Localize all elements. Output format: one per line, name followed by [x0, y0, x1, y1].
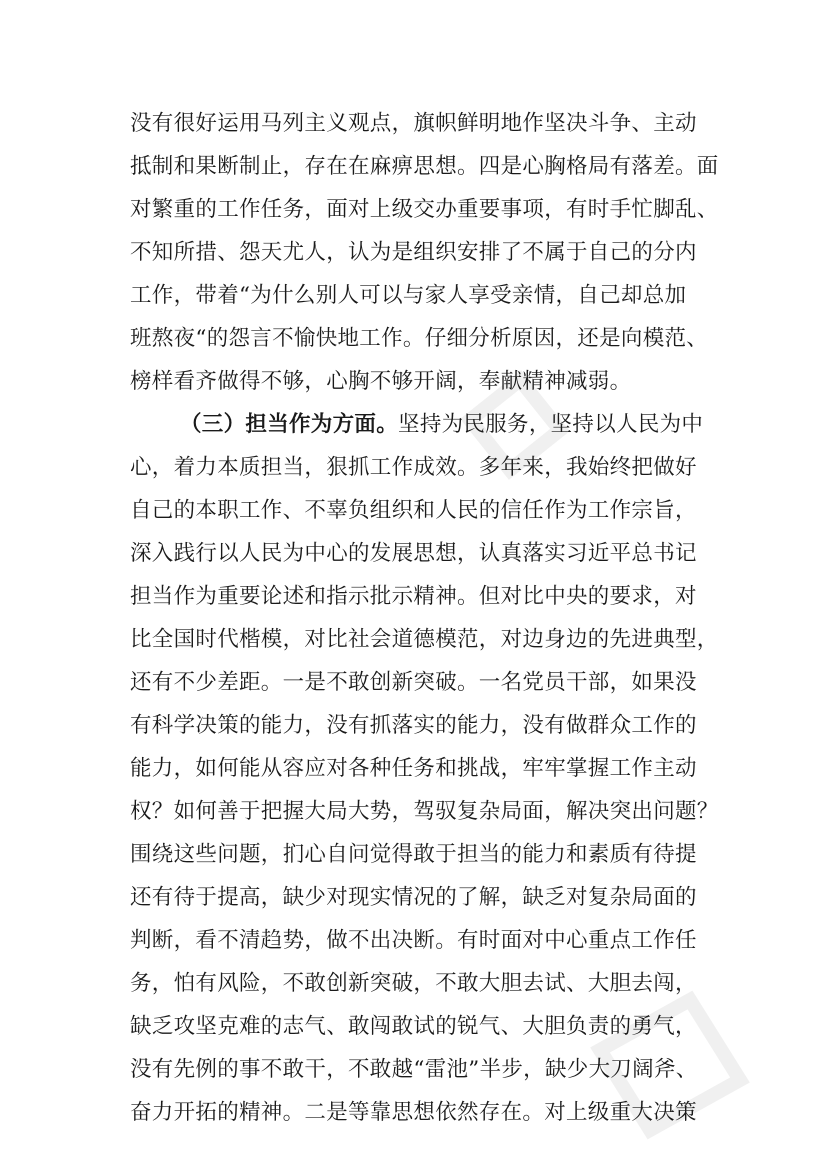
- text-line: 深入践行以人民为中心的发展思想，认真落实习近平总书记: [130, 541, 697, 566]
- text-line: 务，怕有风险，不敢创新突破，不敢大胆去试、大胆去闯，: [130, 971, 697, 996]
- text-line: 心，着力本质担当，狠抓工作成效。多年来，我始终把做好: [130, 455, 697, 480]
- text-line: 缺乏攻坚克难的志气、敢闯敢试的锐气、大胆负责的勇气，: [130, 1014, 697, 1039]
- section-heading-rest: 坚持为民服务，坚持以人民为中: [398, 412, 704, 437]
- text-line: 围绕这些问题，扪心自问觉得敢于担当的能力和素质有待提: [130, 842, 697, 867]
- text-line: 不知所措、怨天尤人，认为是组织安排了不属于自己的分内: [130, 240, 697, 265]
- text-line: 奋力开拓的精神。二是等靠思想依然存在。对上级重大决策: [130, 1100, 697, 1125]
- section-heading: （三）担当作为方面。: [180, 412, 399, 437]
- text-line: 担当作为重要论述和指示批示精神。但对比中央的要求，对: [130, 584, 697, 609]
- text-line: 判断，看不清趋势，做不出决断。有时面对中心重点工作任: [130, 928, 697, 953]
- text-line: 抵制和果断制止，存在在麻痹思想。四是心胸格局有落差。面: [130, 154, 719, 179]
- text-line: 有科学决策的能力，没有抓落实的能力，没有做群众工作的: [130, 713, 697, 738]
- text-line: 还有不少差距。一是不敢创新突破。一名党员干部，如果没: [130, 670, 697, 695]
- text-line: 没有先例的事不敢干，不敢越“雷池”半步，缺少大刀阔斧、: [130, 1057, 698, 1082]
- text-line: 自己的本职工作、不辜负组织和人民的信任作为工作宗旨，: [130, 498, 697, 523]
- text-line: 没有很好运用马列主义观点，旗帜鲜明地作坚决斗争、主动: [130, 111, 697, 136]
- text-line: 权？如何善于把握大局大势，驾驭复杂局面，解决突出问题？: [130, 799, 719, 824]
- text-line: 对繁重的工作任务，面对上级交办重要事项，有时手忙脚乱、: [130, 197, 719, 222]
- text-line: 能力，如何能从容应对各种任务和挑战，牢牢掌握工作主动: [130, 756, 697, 781]
- text-line: 还有待于提高，缺少对现实情况的了解，缺乏对复杂局面的: [130, 885, 697, 910]
- text-line: 榜样看齐做得不够，心胸不够开阔，奉献精神减弱。: [130, 369, 632, 394]
- text-line: 班熬夜“的怨言不愉快地工作。仔细分析原因，还是向模范、: [130, 326, 709, 351]
- text-line: 比全国时代楷模，对比社会道德模范，对边身边的先进典型，: [130, 627, 719, 652]
- section-heading-line: [180, 405, 710, 445]
- text-line: 工作，带着“为什么别人可以与家人享受亲情，自己却总加: [130, 283, 687, 308]
